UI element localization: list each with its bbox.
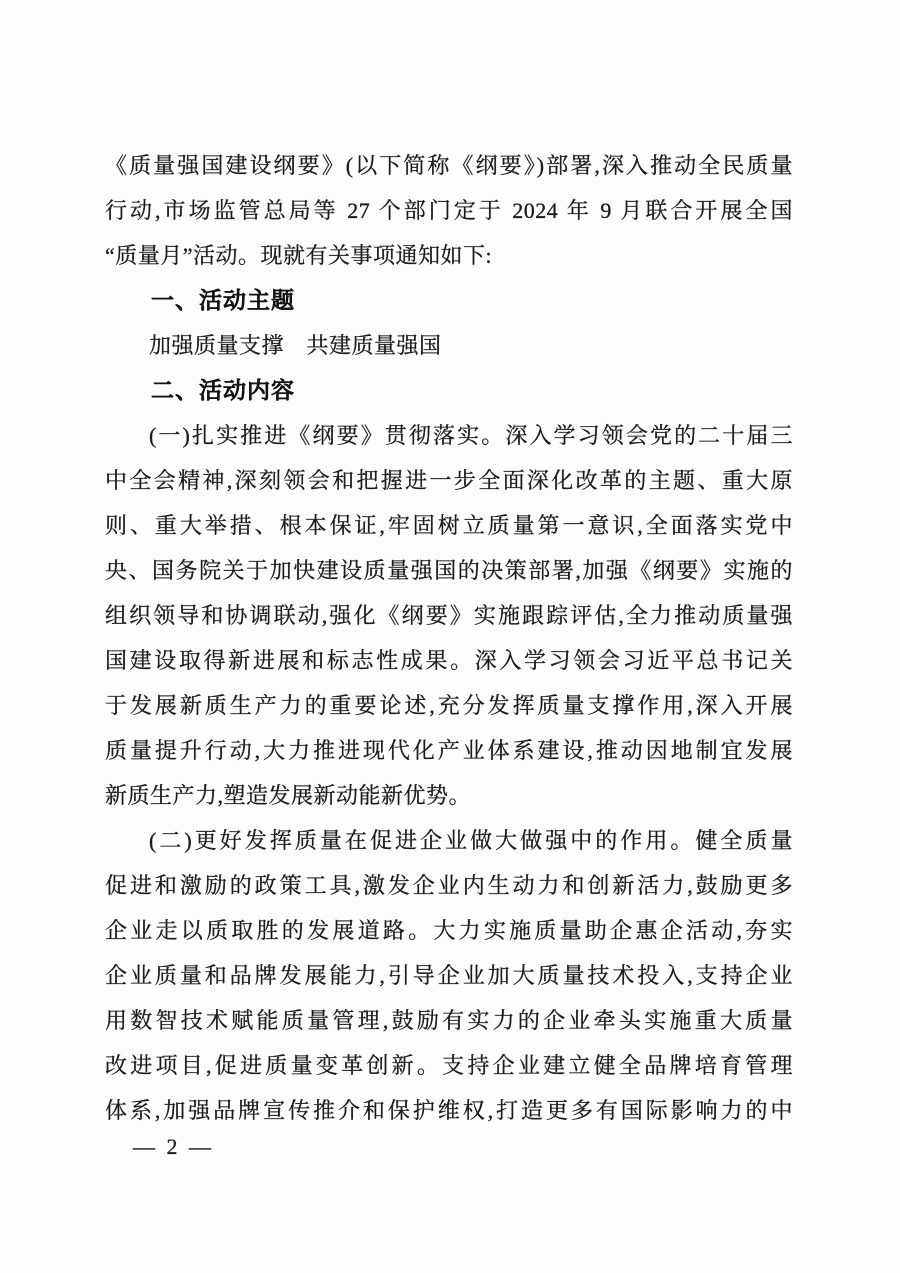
body-line: 《质量强国建设纲要》(以下简称《纲要》)部署,深入推动全民质量 bbox=[105, 153, 793, 178]
body-line: 央、国务院关于加快建设质量强国的决策部署,加强《纲要》实施的 bbox=[105, 558, 793, 583]
body-line: 组织领导和协调联动,强化《纲要》实施跟踪评估,全力推动质量强 bbox=[105, 603, 793, 628]
body-line: 于发展新质生产力的重要论述,充分发挥质量支撑作用,深入开展 bbox=[105, 693, 793, 718]
body-line: 新质生产力,塑造发展新动能新优势。 bbox=[105, 783, 472, 808]
body-line: 则、重大举措、根本保证,牢固树立质量第一意识,全面落实党中 bbox=[105, 513, 793, 538]
body-line: 国建设取得新进展和标志性成果。深入学习领会习近平总书记关 bbox=[105, 648, 793, 673]
heading-activity-theme: 一、活动主题 bbox=[151, 287, 295, 313]
document-text bbox=[105, 143, 793, 1133]
body-line: 质量提升行动,大力推进现代化产业体系建设,推动因地制宜发展 bbox=[105, 738, 793, 763]
page-number: — 2 — bbox=[133, 1134, 214, 1159]
body-line: 企业质量和品牌发展能力,引导企业加大质量技术投入,支持企业 bbox=[105, 963, 793, 988]
body-line: 中全会精神,深刻领会和把握进一步全面深化改革的主题、重大原 bbox=[105, 468, 793, 493]
body-line: (二)更好发挥质量在促进企业做大做强中的作用。健全质量 bbox=[149, 828, 793, 853]
body-line: (一)扎实推进《纲要》贯彻落实。深入学习领会党的二十届三 bbox=[149, 423, 793, 448]
theme-slogan: 加强质量支撑 共建质量强国 bbox=[149, 333, 442, 358]
body-line: 用数智技术赋能质量管理,鼓励有实力的企业牵头实施重大质量 bbox=[105, 1008, 793, 1033]
body-line: 体系,加强品牌宣传推介和保护维权,打造更多有国际影响力的中 bbox=[105, 1098, 793, 1123]
body-line: 企业走以质取胜的发展道路。大力实施质量助企惠企活动,夯实 bbox=[105, 918, 793, 943]
body-line: 促进和激励的政策工具,激发企业内生动力和创新活力,鼓励更多 bbox=[105, 873, 793, 898]
body-line: 行动,市场监管总局等 27 个部门定于 2024 年 9 月联合开展全国 bbox=[105, 198, 793, 223]
body-line: “质量月”活动。现就有关事项通知如下: bbox=[105, 243, 493, 268]
heading-activity-content: 二、活动内容 bbox=[151, 377, 295, 403]
body-line: 改进项目,促进质量变革创新。支持企业建立健全品牌培育管理 bbox=[105, 1053, 793, 1078]
